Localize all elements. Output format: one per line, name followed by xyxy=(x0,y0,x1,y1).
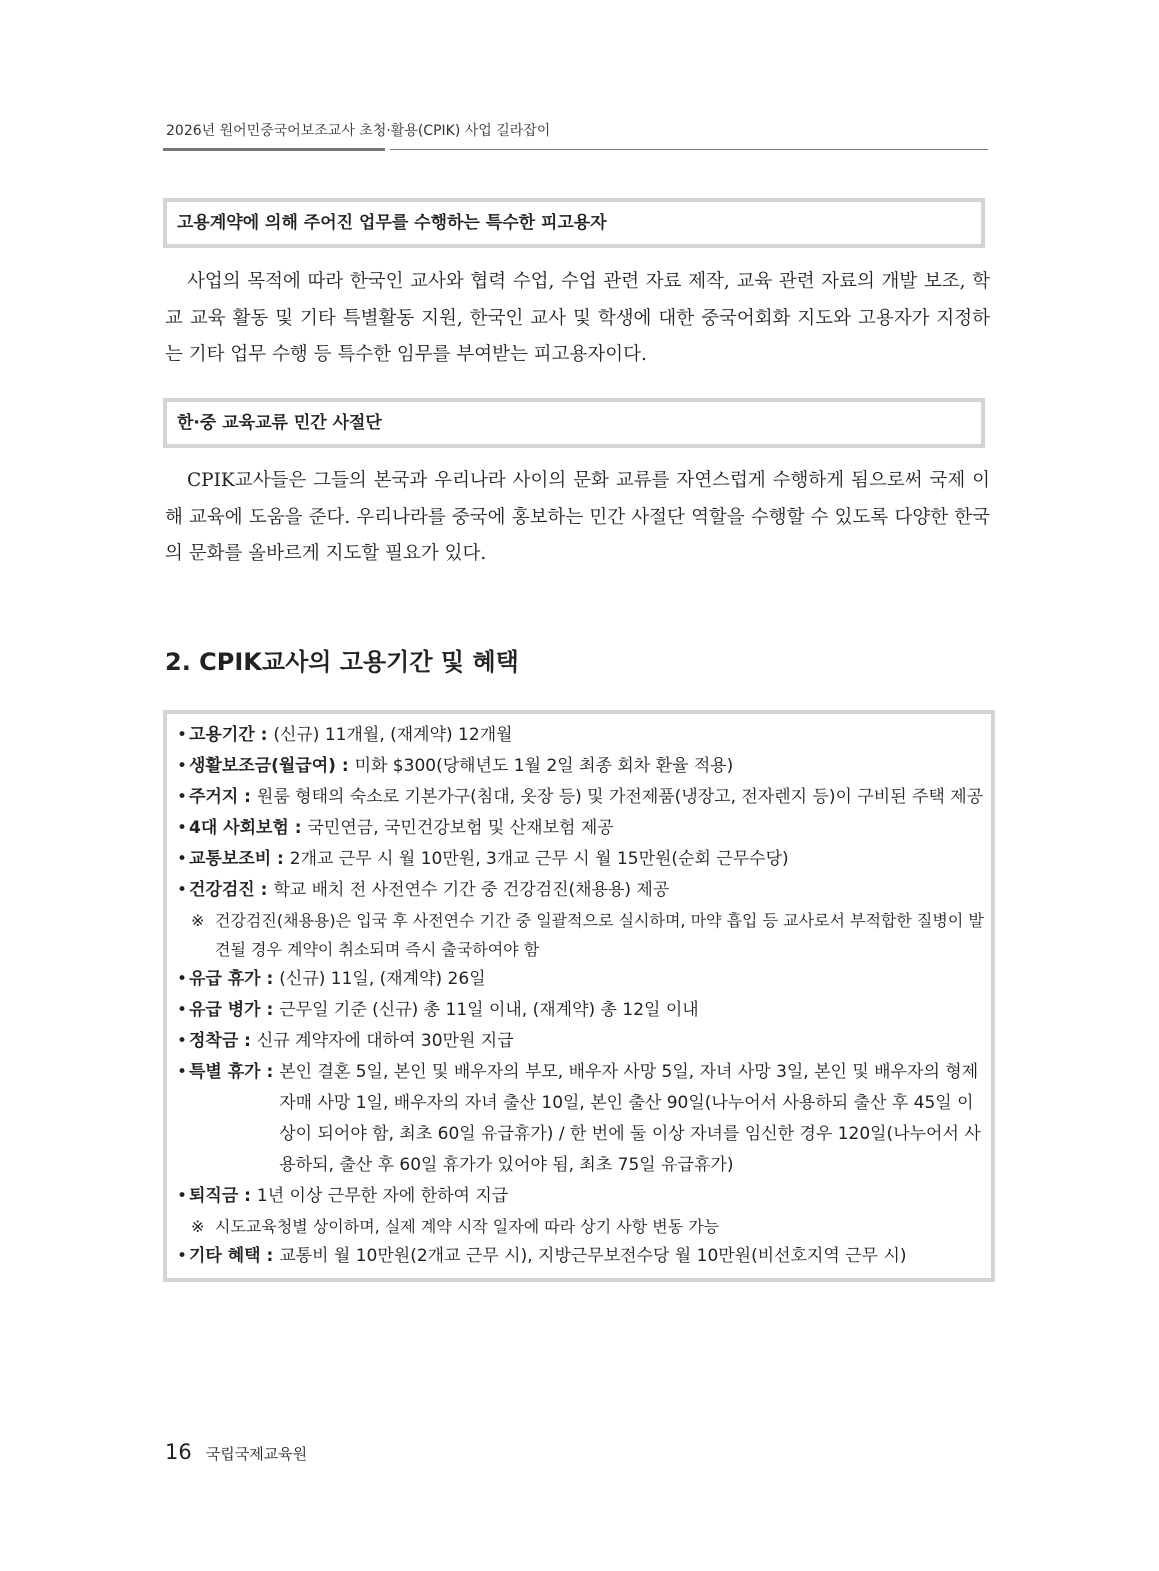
page-footer xyxy=(165,1440,307,1464)
benefit-item xyxy=(177,1181,987,1212)
benefit-item xyxy=(177,1026,987,1057)
benefit-note xyxy=(177,906,987,964)
benefit-label: 퇴직금 : xyxy=(189,1186,257,1206)
benefit-item xyxy=(177,813,987,844)
benefit-item xyxy=(177,875,987,906)
benefit-text: 2개교 근무 시 월 10만원, 3개교 근무 시 월 15만원(순회 근무수당) xyxy=(289,849,789,869)
section-paragraph: CPIK교사들은 그들의 본국과 우리나라 사이의 문화 교류를 자연스럽게 수행하게 됨으로써 국제 이해 교육에 도움을 준다. 우리나라를 중국에 홍보하는 민간 사절단 역할을 수행할 수 있도록 다양한 한국의 문화를 올바르게 지도할 필요가 있다. xyxy=(165,470,990,564)
bullet-icon: • xyxy=(177,1000,188,1020)
footer-org: 국립국제교육원 xyxy=(205,1445,308,1463)
benefits-box xyxy=(163,710,995,1282)
benefit-item xyxy=(177,720,987,751)
benefit-label: 건강검진 : xyxy=(189,880,274,900)
benefit-text: 근무일 기준 (신규) 총 11일 이내, (재계약) 총 12일 이내 xyxy=(279,1000,699,1020)
bullet-icon: • xyxy=(177,725,188,745)
benefit-text: 교통비 월 10만원(2개교 근무 시), 지방근무보전수당 월 10만원(비선호지역 근무 시) xyxy=(279,1246,907,1266)
bullet-icon: • xyxy=(177,1186,188,1206)
benefit-text: (신규) 11일, (재계약) 26일 xyxy=(279,969,486,989)
benefit-item xyxy=(177,844,987,875)
benefit-item xyxy=(177,782,987,813)
benefit-text: 국민연금, 국민건강보험 및 산재보험 제공 xyxy=(307,818,614,838)
benefit-text: 미화 $300(당해년도 1월 2일 최종 회차 환율 적용) xyxy=(354,756,734,776)
benefit-label: 유급 휴가 : xyxy=(189,969,280,989)
note-mark: ※ xyxy=(191,911,205,930)
bullet-icon: • xyxy=(177,1031,188,1051)
benefit-text: (신규) 11개월, (재계약) 12개월 xyxy=(273,725,513,745)
bullet-icon: • xyxy=(177,818,188,838)
benefit-label: 생활보조금(월급여) : xyxy=(189,756,355,776)
section-title-box: 고용계약에 의해 주어진 업무를 수행하는 특수한 피고용자 xyxy=(163,198,985,248)
benefit-label: 특별 휴가 : xyxy=(189,1062,280,1082)
benefit-note xyxy=(177,1212,987,1241)
bullet-icon: • xyxy=(177,1246,188,1266)
benefit-item xyxy=(177,1057,987,1181)
benefit-text: 학교 배치 전 사전연수 기간 중 건강검진(채용용) 제공 xyxy=(273,880,670,900)
running-header: 2026년 원어민중국어보조교사 초청·활용(CPIK) 사업 길라잡이 xyxy=(166,123,551,139)
bullet-icon: • xyxy=(177,849,188,869)
section-heading: 2. CPIK교사의 고용기간 및 혜택 xyxy=(165,648,519,676)
benefit-label: 고용기간 : xyxy=(189,725,274,745)
note-text: 시도교육청별 상이하며, 실제 계약 시작 일자에 따라 상기 사항 변동 가능 xyxy=(215,1217,720,1236)
bullet-icon: • xyxy=(177,1062,188,1082)
benefit-label: 기타 혜택 : xyxy=(189,1246,280,1266)
benefit-label: 교통보조비 : xyxy=(189,849,290,869)
benefit-text: 신규 계약자에 대하여 30만원 지급 xyxy=(256,1031,514,1051)
benefit-text: 1년 이상 근무한 자에 한하여 지급 xyxy=(256,1186,509,1206)
bullet-icon: • xyxy=(177,787,188,807)
section-title-box: 한·중 교육교류 민간 사절단 xyxy=(163,398,985,448)
benefit-item xyxy=(177,964,987,995)
benefit-text: 원룸 형태의 숙소로 기본가구(침대, 옷장 등) 및 가전제품(냉장고, 전자렌지 등)이 구비된 주택 제공 xyxy=(256,787,984,807)
bullet-icon: • xyxy=(177,756,188,776)
benefit-item xyxy=(177,1241,987,1272)
header-rule-thick xyxy=(163,148,385,151)
benefit-item xyxy=(177,995,987,1026)
bullet-icon: • xyxy=(177,969,188,989)
note-mark: ※ xyxy=(191,1217,205,1236)
benefit-label: 4대 사회보험 : xyxy=(189,818,308,838)
benefit-label: 주거지 : xyxy=(189,787,257,807)
header-rule-thin xyxy=(390,149,988,150)
note-text: 건강검진(채용용)은 입국 후 사전연수 기간 중 일괄적으로 실시하며, 마약 흡입 등 교사로서 부적합한 질병이 발견될 경우 계약이 취소되며 즉시 출국하여야 함 xyxy=(215,911,984,959)
page-number: 16 xyxy=(165,1440,192,1464)
section-paragraph: 사업의 목적에 따라 한국인 교사와 협력 수업, 수업 관련 자료 제작, 교육 관련 자료의 개발 보조, 학교 교육 활동 및 기타 특별활동 지원, 한국인 교사 및 학생에 대한 중국어회화 지도와 고용자가 지정하는 기타 업무 수행 등 특수한 임무를 부여받는 피고용자이다. xyxy=(165,271,990,365)
benefit-label: 유급 병가 : xyxy=(189,1000,280,1020)
benefit-label: 정착금 : xyxy=(189,1031,257,1051)
bullet-icon: • xyxy=(177,880,188,900)
benefit-text: 본인 결혼 5일, 본인 및 배우자의 부모, 배우자 사망 5일, 자녀 사망 3일, 본인 및 배우자의 형제자매 사망 1일, 배우자의 자녀 출산 10일, 본인 출산 90일(나누어서 사용하되 출산 후 45일 이상이 되어야 함, 최초 60일 유급휴가) / 한 번에 둘 이상 자녀를 임신한 경우 120일(나누어서 사용하되, 출산 후 60일 휴가가 있어야 됨, 최초 75일 유급휴가) xyxy=(279,1062,981,1175)
benefit-item xyxy=(177,751,987,782)
